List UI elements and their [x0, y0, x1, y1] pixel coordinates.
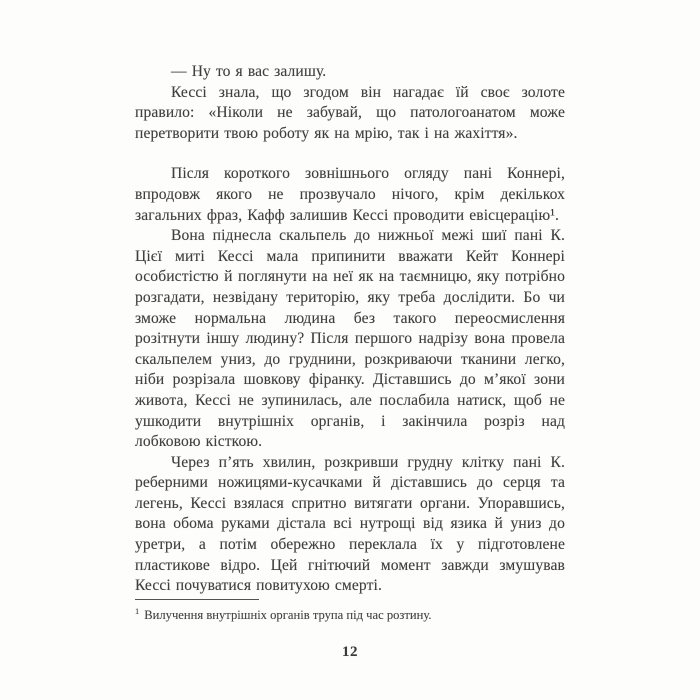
- page-text: [135, 62, 565, 597]
- page-number: 12: [342, 644, 358, 660]
- paragraph: Через п’ять хвилин, розкривши грудну клітку пані К. реберними ножицями-кусачками й діставшись до серця та легень, Кессі взялася спритно витягати органи. Упоравшись, вона обома руками дістала всі нутрощі від язика й униз до уретри, а потім обережно переклала їх у підготовлене пластикове відро. Цей гнітючий момент завжди змушував Кессі почуватися повитухою смерті.: [135, 453, 565, 595]
- footnote-divider: [135, 599, 259, 600]
- footnote-marker: 1: [135, 605, 140, 616]
- footnote-area: [135, 599, 565, 623]
- footnote: [135, 607, 565, 623]
- paragraph: Кессі знала, що згодом він нагадає їй своє золоте правило: «Ніколи не забувай, що патологоанатом може перетворити твою роботу як на мрію, так і на жахіття».: [135, 83, 565, 142]
- footnote-text: Вилучення внутрішніх органів трупа під час розтину.: [144, 608, 432, 622]
- paragraph: — Ну то я вас залишу.: [171, 63, 327, 80]
- paragraph: Після короткого зовнішнього огляду пані Коннері, впродовж якого не прозвучало нічого, крім декількох загальних фраз, Кафф залишив Кессі проводити евісцерацію¹.: [135, 165, 565, 224]
- paragraph: Вона піднесла скальпель до нижньої межі шиї пані К. Цієї миті Кессі мала припинити вважати Кейт Коннері особистістю й поглянути на неї як на таємницю, яку потрібно розгадати, незвідану територію, яку треба дослідити. Бо чи зможе нормальна людина без такого переосмислення розітнути іншу людину? Після першого надрізу вона провела скальпелем униз, до груднини, розкриваючи тканини легко, ніби розрізала шовкову фіранку. Діставшись до м’якої зони живота, Кессі не зупинилась, але послабила натиск, щоб не ушкодити внутрішніх органів, і закінчила розріз над лобковою кісткою.: [135, 227, 565, 451]
